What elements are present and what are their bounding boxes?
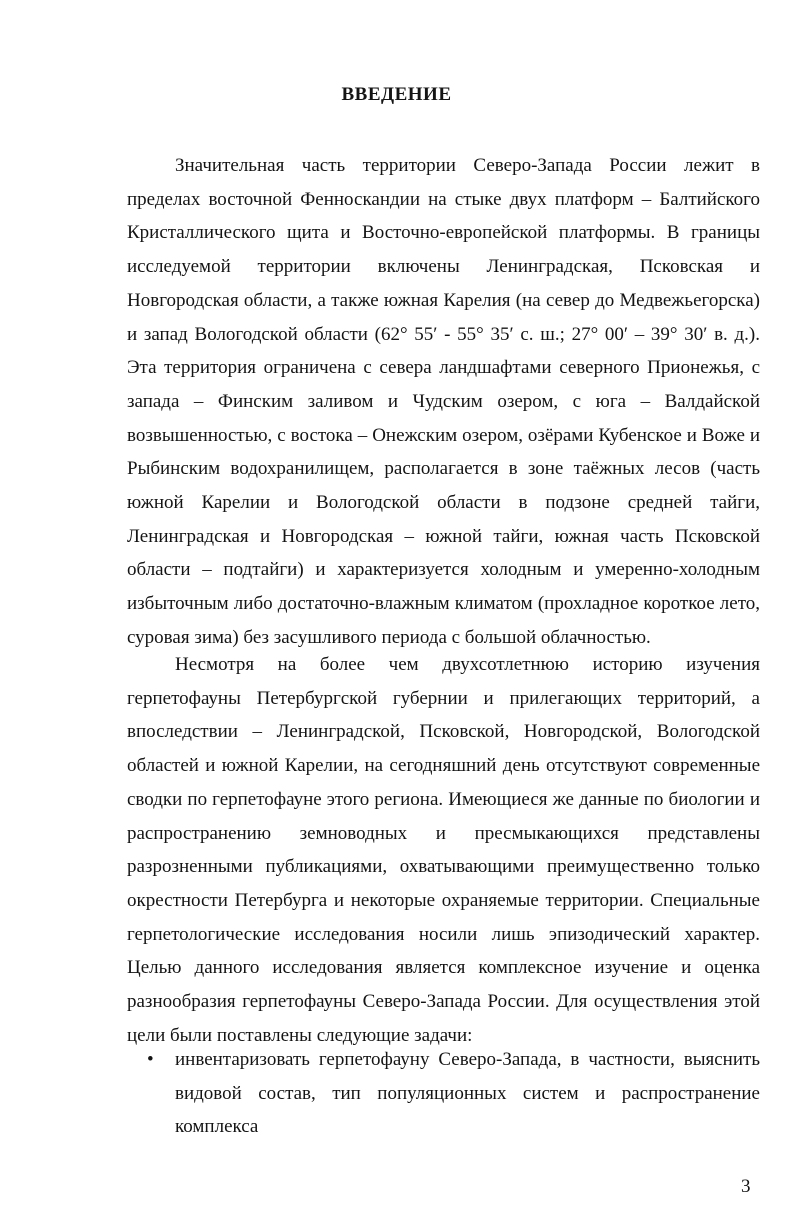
list-item-text: инвентаризовать герпетофауну Северо-Запада, в частности, выяснить видовой состав, тип популяционных систем и распространение комплекса (175, 1049, 760, 1138)
list-item (127, 1043, 760, 1144)
bullet-icon: • (147, 1049, 154, 1070)
page-number: 3 (741, 1176, 751, 1197)
page-title: ВВЕДЕНИЕ (341, 84, 452, 105)
paragraph-1: Значительная часть территории Северо-Запада России лежит в пределах восточной Фенноскандии на стыке двух платформ – Балтийского Кристаллического щита и Восточно-европейской платформы. В границы исследуемой территории включены Ленинградская, Псковская и Новгородская области, а также южная Карелия (на север до Медвежьегорска) и запад Вологодской области (62° 55′ - 55° 35′ с. ш.; 27° 00′ – 39° 30′ в. д.). Эта территория ограничена с севера ландшафтами северного Прионежья, с запада – Финским заливом и Чудским озером, с юга – Валдайской возвышенностью, с востока – Онежским озером, озёрами Кубенское и Воже и Рыбинским водохранилищем, располагается в зоне таёжных лесов (часть южной Карелии и Вологодской области в подзоне средней тайги, Ленинградская и Новгородская – южной тайги, южная часть Псковской области – подтайги) и характеризуется холодным и умеренно-холодным избыточным либо достаточно-влажным климатом (прохладное короткое лето, суровая зима) без засушливого периода с большой облачностью. (127, 155, 760, 648)
paragraph-2: Несмотря на более чем двухсотлетнюю историю изучения герпетофауны Петербургской губернии и прилегающих территорий, а впоследствии – Ленинградской, Псковской, Новгородской, Вологодской областей и южной Карелии, на сегодняшний день отсутствуют современные сводки по герпетофауне этого региона. Имеющиеся же данные по биологии и распространению земноводных и пресмыкающихся представлены разрозненными публикациями, охватывающими преимущественно только окрестности Петербурга и некоторые охраняемые территории. Специальные герпетологические исследования носили лишь эпизодический характер. Целью данного исследования является комплексное изучение и оценка разнообразия герпетофауны Северо-Запада России. Для осуществления этой цели были поставлены следующие задачи: (127, 654, 760, 1046)
